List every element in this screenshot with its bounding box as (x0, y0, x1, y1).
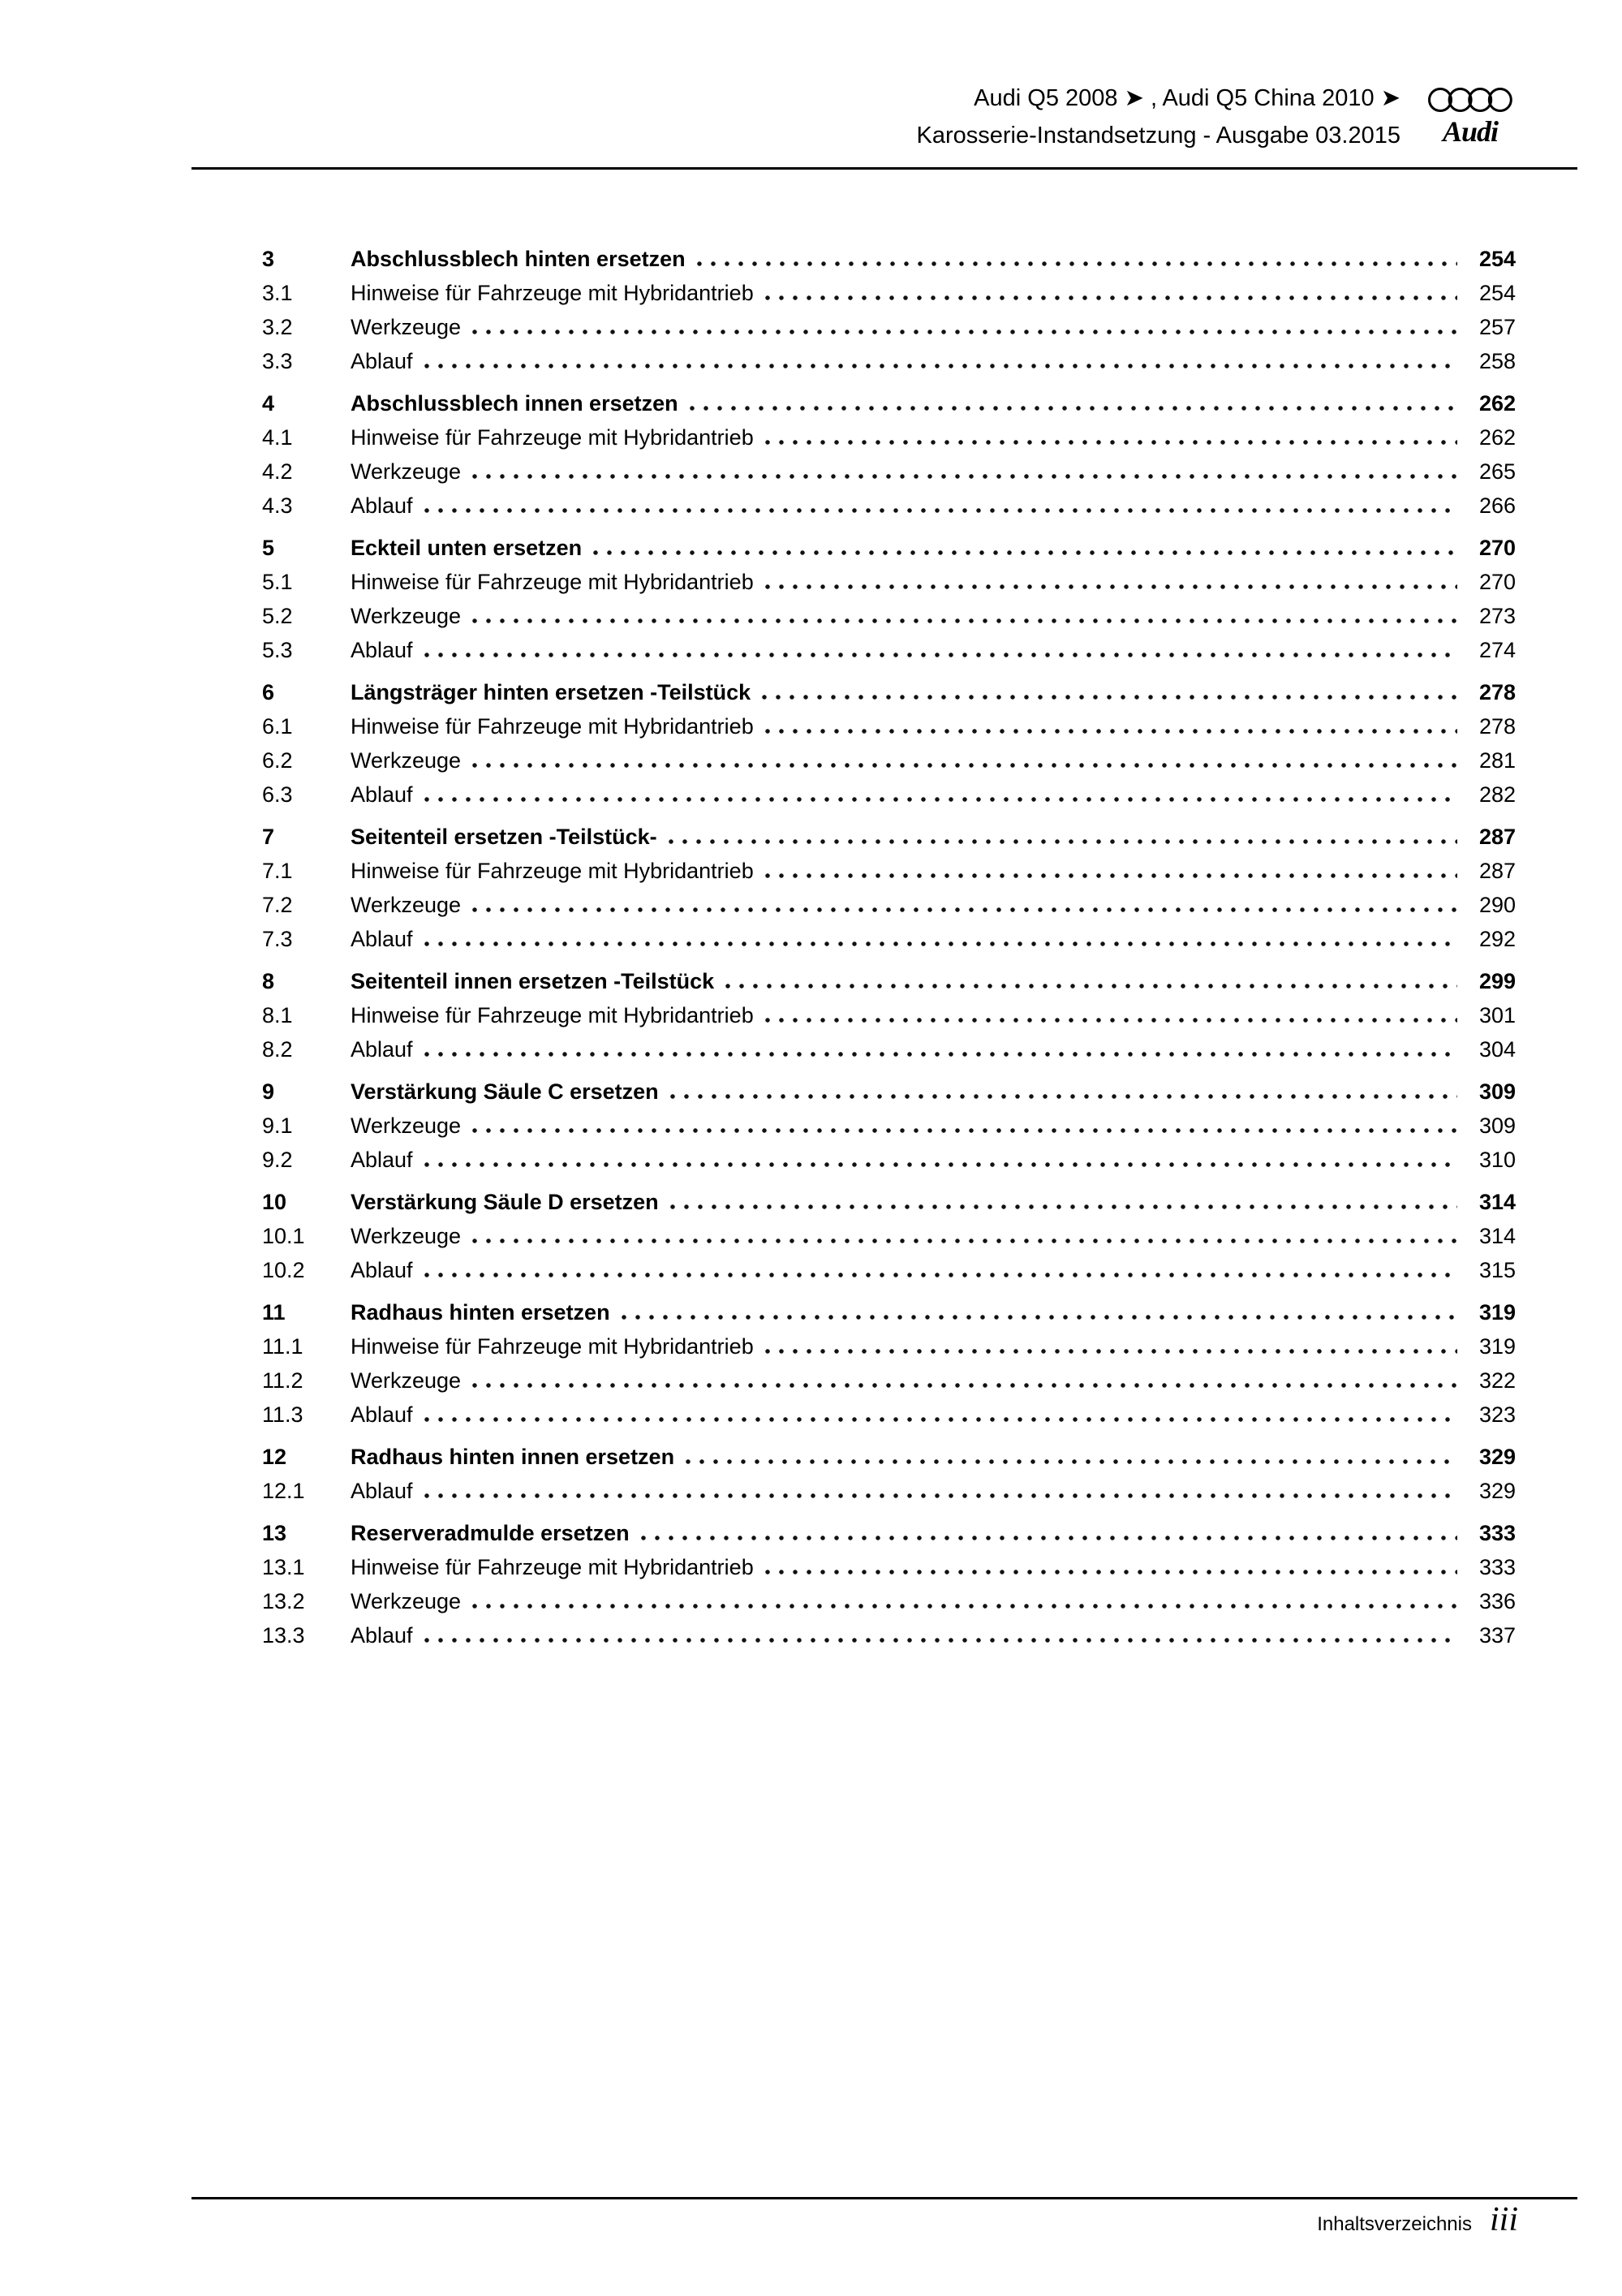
toc-entry-title: Ablauf (351, 349, 413, 373)
dot-leader (697, 261, 1457, 266)
dot-leader (472, 1604, 1457, 1609)
toc-entry-number: 9.1 (262, 1114, 293, 1138)
table-of-contents (262, 242, 1516, 1652)
dot-leader (424, 1417, 1457, 1422)
toc-entry-page: 315 (1478, 1258, 1516, 1282)
toc-entry-title: Hinweise für Fahrzeuge mit Hybridantrieb (351, 1003, 754, 1027)
toc-entry-page: 270 (1478, 570, 1516, 594)
toc-entry[interactable] (262, 820, 1516, 854)
toc-entry[interactable] (262, 489, 1516, 523)
toc-entry-title: Eckteil unten ersetzen (351, 536, 583, 560)
dot-leader (765, 584, 1457, 589)
toc-entry-page: 282 (1478, 782, 1516, 807)
toc-entry-title: Werkzeuge (351, 604, 462, 628)
dot-leader (424, 508, 1457, 513)
toc-entry-page: 262 (1478, 425, 1516, 450)
toc-entry-page: 278 (1478, 714, 1516, 739)
toc-entry-title: Ablauf (351, 1037, 413, 1062)
toc-entry[interactable] (262, 386, 1516, 420)
footer-label: Inhaltsverzeichnis (1317, 2213, 1472, 2235)
toc-entry-number: 12 (262, 1445, 287, 1469)
dot-leader (424, 364, 1457, 368)
dot-leader (765, 729, 1457, 734)
toc-entry-number: 5 (262, 536, 275, 560)
toc-entry[interactable] (262, 1398, 1516, 1432)
toc-entry-title: Reserveradmulde ersetzen (351, 1521, 630, 1545)
toc-entry-page: 329 (1478, 1479, 1516, 1503)
toc-entry-title: Werkzeuge (351, 1224, 462, 1248)
toc-entry-number: 6.3 (262, 782, 293, 807)
toc-entry-number: 13.3 (262, 1623, 305, 1648)
toc-entry[interactable] (262, 1032, 1516, 1066)
toc-entry-number: 13 (262, 1521, 287, 1545)
toc-entry-page: 287 (1478, 859, 1516, 883)
toc-entry-number: 6.1 (262, 714, 293, 739)
toc-entry[interactable] (262, 922, 1516, 956)
toc-entry-title: Seitenteil ersetzen -Teilstück- (351, 825, 657, 849)
dot-leader (765, 295, 1457, 300)
toc-entry-title: Werkzeuge (351, 893, 462, 917)
toc-entry-page: 254 (1478, 247, 1516, 271)
dot-leader (670, 1094, 1457, 1099)
toc-entry[interactable] (262, 1474, 1516, 1508)
header-title-line2: Karosserie-Instandsetzung - Ausgabe 03.2015 (916, 123, 1400, 149)
toc-entry-page: 287 (1478, 825, 1516, 849)
toc-entry-title: Abschlussblech innen ersetzen (351, 391, 678, 416)
toc-entry[interactable] (262, 565, 1516, 599)
toc-entry-title: Verstärkung Säule D ersetzen (351, 1190, 659, 1214)
toc-entry[interactable] (262, 998, 1516, 1032)
toc-entry-number: 10 (262, 1190, 287, 1214)
toc-entry-title: Ablauf (351, 1623, 413, 1648)
toc-entry-page: 336 (1478, 1589, 1516, 1613)
toc-entry-title: Werkzeuge (351, 1589, 462, 1613)
toc-entry-number: 13.2 (262, 1589, 305, 1613)
dot-leader (765, 440, 1457, 445)
dot-leader (424, 1493, 1457, 1498)
toc-entry-title: Werkzeuge (351, 315, 462, 339)
toc-entry[interactable] (262, 1143, 1516, 1177)
toc-entry-page: 290 (1478, 893, 1516, 917)
dot-leader (725, 984, 1457, 989)
dot-leader (472, 330, 1457, 334)
toc-entry-title: Ablauf (351, 1148, 413, 1172)
toc-entry-page: 309 (1478, 1079, 1516, 1104)
toc-entry[interactable] (262, 778, 1516, 812)
toc-entry-page: 299 (1478, 969, 1516, 993)
dot-leader (765, 1570, 1457, 1574)
dot-leader (472, 1238, 1457, 1243)
toc-entry-title: Ablauf (351, 782, 413, 807)
toc-entry-number: 10.2 (262, 1258, 305, 1282)
toc-entry[interactable] (262, 1618, 1516, 1652)
toc-entry-number: 4.1 (262, 425, 293, 450)
dot-leader (622, 1315, 1457, 1320)
toc-entry-title: Hinweise für Fahrzeuge mit Hybridantrieb (351, 714, 754, 739)
toc-entry-page: 329 (1478, 1445, 1516, 1469)
toc-entry-page: 281 (1478, 748, 1516, 773)
toc-entry-number: 8.2 (262, 1037, 293, 1062)
dot-leader (765, 873, 1457, 878)
toc-entry-number: 3.3 (262, 349, 293, 373)
footer-page-number: iii (1489, 2201, 1518, 2238)
toc-entry-page: 273 (1478, 604, 1516, 628)
toc-entry-page: 257 (1478, 315, 1516, 339)
toc-entry-page: 301 (1478, 1003, 1516, 1027)
toc-entry-page: 274 (1478, 638, 1516, 662)
dot-leader (472, 907, 1457, 912)
dot-leader (472, 1383, 1457, 1388)
dot-leader (424, 1162, 1457, 1167)
dot-leader (686, 1459, 1457, 1464)
dot-leader (472, 618, 1457, 623)
dot-leader (669, 839, 1457, 844)
toc-entry[interactable] (262, 675, 1516, 709)
toc-entry[interactable] (262, 854, 1516, 888)
toc-entry-title: Hinweise für Fahrzeuge mit Hybridantrieb (351, 1334, 754, 1359)
toc-entry[interactable] (262, 531, 1516, 565)
toc-entry-page: 258 (1478, 349, 1516, 373)
toc-entry[interactable] (262, 1253, 1516, 1287)
dot-leader (424, 1273, 1457, 1277)
toc-entry-title: Radhaus hinten ersetzen (351, 1300, 610, 1325)
dot-leader (472, 474, 1457, 479)
toc-entry-title: Hinweise für Fahrzeuge mit Hybridantrieb (351, 1555, 754, 1579)
toc-entry-page: 292 (1478, 927, 1516, 951)
toc-entry-title: Seitenteil innen ersetzen -Teilstück (351, 969, 715, 993)
dot-leader (424, 653, 1457, 657)
toc-entry-page: 337 (1478, 1623, 1516, 1648)
toc-entry-page: 254 (1478, 281, 1516, 305)
toc-entry[interactable] (262, 709, 1516, 743)
toc-entry-number: 11.2 (262, 1368, 303, 1393)
toc-entry-title: Werkzeuge (351, 459, 462, 484)
toc-entry-title: Längsträger hinten ersetzen -Teilstück (351, 680, 751, 704)
toc-entry[interactable] (262, 242, 1516, 276)
toc-entry-page: 265 (1478, 459, 1516, 484)
toc-entry[interactable] (262, 1295, 1516, 1329)
toc-entry-title: Ablauf (351, 1479, 413, 1503)
toc-entry-title: Ablauf (351, 927, 413, 951)
toc-entry[interactable] (262, 1550, 1516, 1584)
toc-entry-title: Ablauf (351, 638, 413, 662)
toc-entry[interactable] (262, 1584, 1516, 1618)
toc-entry-number: 3.1 (262, 281, 293, 305)
toc-entry[interactable] (262, 420, 1516, 454)
toc-entry-number: 13.1 (262, 1555, 305, 1579)
toc-entry-page: 314 (1478, 1190, 1516, 1214)
header-title-line1: Audi Q5 2008 ➤ , Audi Q5 China 2010 ➤ (974, 85, 1400, 111)
toc-entry[interactable] (262, 1185, 1516, 1219)
toc-entry-page: 333 (1478, 1555, 1516, 1579)
toc-entry[interactable] (262, 1363, 1516, 1398)
toc-entry-title: Hinweise für Fahrzeuge mit Hybridantrieb (351, 281, 754, 305)
toc-entry[interactable] (262, 310, 1516, 344)
toc-entry-page: 319 (1478, 1334, 1516, 1359)
toc-entry-page: 266 (1478, 493, 1516, 518)
toc-entry-number: 7 (262, 825, 275, 849)
toc-entry[interactable] (262, 276, 1516, 310)
header-divider (191, 167, 1577, 170)
dot-leader (670, 1204, 1457, 1209)
toc-entry-number: 7.1 (262, 859, 293, 883)
dot-leader (472, 763, 1457, 768)
toc-entry[interactable] (262, 454, 1516, 489)
toc-entry-title: Radhaus hinten innen ersetzen (351, 1445, 675, 1469)
toc-entry-title: Verstärkung Säule C ersetzen (351, 1079, 659, 1104)
toc-entry-title: Hinweise für Fahrzeuge mit Hybridantrieb (351, 570, 754, 594)
dot-leader (593, 550, 1457, 555)
audi-rings-icon (1428, 86, 1512, 114)
dot-leader (424, 1638, 1457, 1643)
toc-entry[interactable] (262, 964, 1516, 998)
toc-entry[interactable] (262, 1516, 1516, 1550)
dot-leader (762, 695, 1457, 700)
dot-leader (765, 1349, 1457, 1354)
dot-leader (424, 797, 1457, 802)
toc-entry-number: 5.2 (262, 604, 293, 628)
dot-leader (472, 1128, 1457, 1133)
toc-entry-page: 319 (1478, 1300, 1516, 1325)
toc-entry-number: 11.1 (262, 1334, 303, 1359)
toc-entry-page: 333 (1478, 1521, 1516, 1545)
toc-entry-title: Ablauf (351, 1258, 413, 1282)
footer-text (1317, 2201, 1518, 2238)
toc-entry-number: 5.3 (262, 638, 293, 662)
toc-entry[interactable] (262, 599, 1516, 633)
toc-entry[interactable] (262, 1440, 1516, 1474)
toc-entry-title: Hinweise für Fahrzeuge mit Hybridantrieb (351, 859, 754, 883)
toc-entry-page: 310 (1478, 1148, 1516, 1172)
toc-entry-number: 7.2 (262, 893, 293, 917)
toc-entry[interactable] (262, 1109, 1516, 1143)
toc-entry-number: 8 (262, 969, 275, 993)
audi-wordmark: Audi (1442, 115, 1499, 148)
toc-entry-page: 278 (1478, 680, 1516, 704)
toc-entry-page: 314 (1478, 1224, 1516, 1248)
audi-logo (1425, 86, 1516, 146)
toc-entry-number: 4 (262, 391, 275, 416)
toc-entry-title: Werkzeuge (351, 748, 462, 773)
toc-entry-number: 6.2 (262, 748, 293, 773)
dot-leader (690, 406, 1457, 411)
toc-entry-number: 3 (262, 247, 275, 271)
toc-entry-title: Ablauf (351, 1402, 413, 1427)
toc-entry-title: Werkzeuge (351, 1368, 462, 1393)
dot-leader (765, 1018, 1457, 1023)
toc-entry[interactable] (262, 888, 1516, 922)
toc-entry[interactable] (262, 633, 1516, 667)
toc-entry-number: 11.3 (262, 1402, 303, 1427)
dot-leader (424, 941, 1457, 946)
toc-entry-title: Hinweise für Fahrzeuge mit Hybridantrieb (351, 425, 754, 450)
toc-entry-number: 9 (262, 1079, 275, 1104)
toc-entry-page: 322 (1478, 1368, 1516, 1393)
toc-entry-title: Ablauf (351, 493, 413, 518)
toc-entry[interactable] (262, 1219, 1516, 1253)
toc-entry-number: 4.2 (262, 459, 293, 484)
dot-leader (641, 1536, 1457, 1540)
toc-entry-title: Abschlussblech hinten ersetzen (351, 247, 686, 271)
toc-entry[interactable] (262, 344, 1516, 378)
toc-entry-number: 5.1 (262, 570, 293, 594)
toc-entry-title: Werkzeuge (351, 1114, 462, 1138)
toc-entry-number: 11 (262, 1300, 286, 1325)
footer-divider (191, 2197, 1577, 2199)
toc-entry-page: 270 (1478, 536, 1516, 560)
toc-entry-number: 9.2 (262, 1148, 293, 1172)
toc-entry[interactable] (262, 1329, 1516, 1363)
toc-entry-page: 323 (1478, 1402, 1516, 1427)
toc-entry-number: 6 (262, 680, 275, 704)
dot-leader (424, 1052, 1457, 1057)
toc-entry-page: 304 (1478, 1037, 1516, 1062)
toc-entry-number: 4.3 (262, 493, 293, 518)
toc-entry-number: 10.1 (262, 1224, 305, 1248)
toc-entry-number: 7.3 (262, 927, 293, 951)
header-title-block (916, 80, 1400, 154)
toc-entry-page: 262 (1478, 391, 1516, 416)
toc-entry[interactable] (262, 743, 1516, 778)
toc-entry-page: 309 (1478, 1114, 1516, 1138)
toc-entry-number: 12.1 (262, 1479, 305, 1503)
toc-entry-number: 8.1 (262, 1003, 293, 1027)
toc-entry-number: 3.2 (262, 315, 293, 339)
toc-entry[interactable] (262, 1075, 1516, 1109)
